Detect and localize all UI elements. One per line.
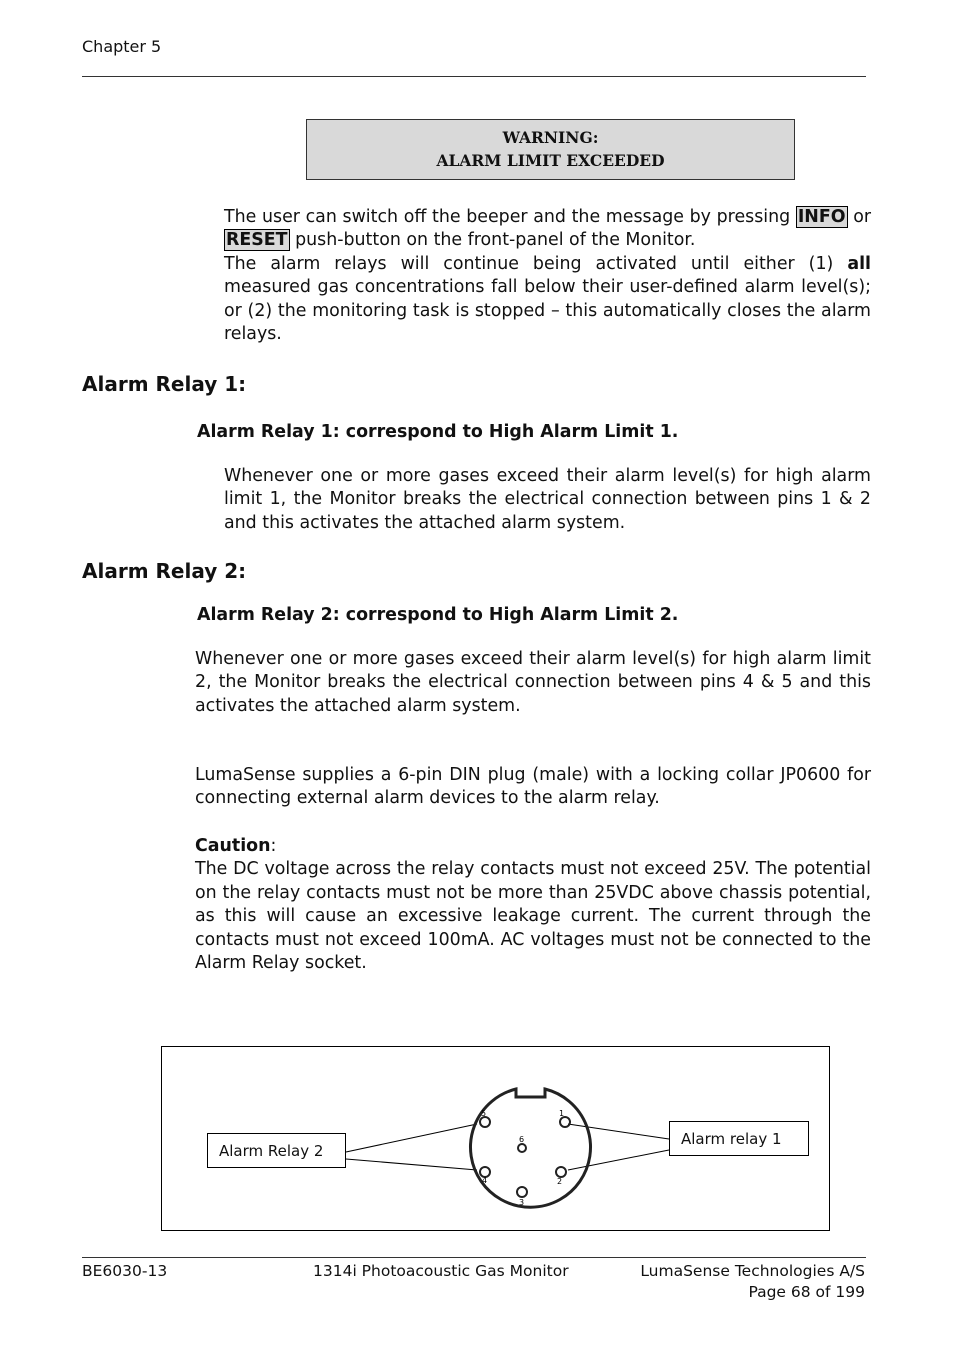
intro-text-end: push-button on the front-panel of the Monitor. (289, 230, 696, 251)
caution-block (195, 835, 871, 975)
caution-label: Caution (195, 836, 271, 856)
intro-paragraph-2 (224, 253, 871, 347)
leader-line-pin4 (346, 1159, 477, 1170)
warning-message: ALARM LIMIT EXCEEDED (436, 151, 665, 170)
plug-text: LumaSense supplies a 6-pin DIN plug (male) with a locking collar JP0600 for connecting external alarm devices to the alarm relay. (195, 765, 871, 809)
relay1-heading: Alarm Relay 1: (82, 372, 247, 396)
alarm-relay-1-label: Alarm relay 1 (669, 1121, 809, 1156)
intro-or: or (847, 207, 871, 227)
pin-number-2: 2 (557, 1177, 563, 1186)
relay2-subheading: Alarm Relay 2: correspond to High Alarm Limit 2. (197, 605, 679, 625)
relay2-text: Whenever one or more gases exceed their alarm level(s) for high alarm limit 2, the Monitor breaks the electrical connection between pins 4 & 5 and this activates the attached alarm system. (195, 649, 871, 716)
pin-3-socket (517, 1187, 527, 1197)
plug-outline (471, 1089, 591, 1207)
pin-1-socket (560, 1117, 570, 1127)
pin-number-3: 3 (519, 1198, 525, 1207)
pin-number-6: 6 (519, 1135, 525, 1144)
intro-block (224, 206, 871, 346)
footer-page-number: Page 68 of 199 (748, 1283, 865, 1301)
reset-key: RESET (226, 230, 288, 251)
pin-5-socket (480, 1117, 490, 1127)
intro-bold-all: all (847, 253, 871, 274)
pin-6-socket (518, 1144, 526, 1152)
caution-text: The DC voltage across the relay contacts must not exceed 25V. The potential on the relay contacts must not be more than 25VDC above chassis potential, as this will cause an excessive leakage current. The current through the contacts must not exceed 100mA. AC voltages must not be connected to the Alarm Relay socket. (195, 859, 871, 974)
pin-number-5: 5 (481, 1109, 487, 1118)
caution-colon: : (270, 836, 277, 856)
intro-text-2: The alarm relays will continue being activated until either (1) (224, 253, 848, 274)
leader-line-pin1 (568, 1124, 669, 1139)
leader-line-pin2 (568, 1150, 669, 1170)
caution-heading (195, 835, 871, 858)
footer-doc-id: BE6030-13 (82, 1262, 168, 1280)
relay1-subheading: Alarm Relay 1: correspond to High Alarm Limit 1. (197, 422, 679, 442)
header-rule (82, 76, 866, 77)
alarm-relay-2-label: Alarm Relay 2 (207, 1133, 346, 1168)
footer-product: 1314i Photoacoustic Gas Monitor (313, 1262, 569, 1280)
intro-text: The user can switch off the beeper and the message by pressing (224, 207, 791, 227)
warning-title: WARNING: (502, 128, 599, 147)
warning-box (306, 119, 795, 180)
pin-number-1: 1 (559, 1109, 565, 1118)
intro-text-2-end: measured gas concentrations fall below their user-defined alarm level(s); or (2) the monitoring task is stopped – this automatically closes the alarm relays. (224, 277, 871, 345)
pin-number-4: 4 (482, 1176, 488, 1185)
pin-2-socket (556, 1167, 566, 1177)
relay1-text: Whenever one or more gases exceed their alarm level(s) for high alarm limit 1, the Monitor breaks the electrical connection between pins 1 & 2 and this activates the attached alarm system. (224, 466, 871, 533)
leader-line-pin5 (346, 1124, 477, 1152)
relay2-heading: Alarm Relay 2: (82, 559, 247, 583)
intro-paragraph-1 (224, 206, 871, 253)
footer-company: LumaSense Technologies A/S (640, 1262, 865, 1280)
footer-rule (82, 1257, 866, 1258)
chapter-header: Chapter 5 (82, 37, 162, 56)
info-key: INFO (797, 207, 846, 227)
